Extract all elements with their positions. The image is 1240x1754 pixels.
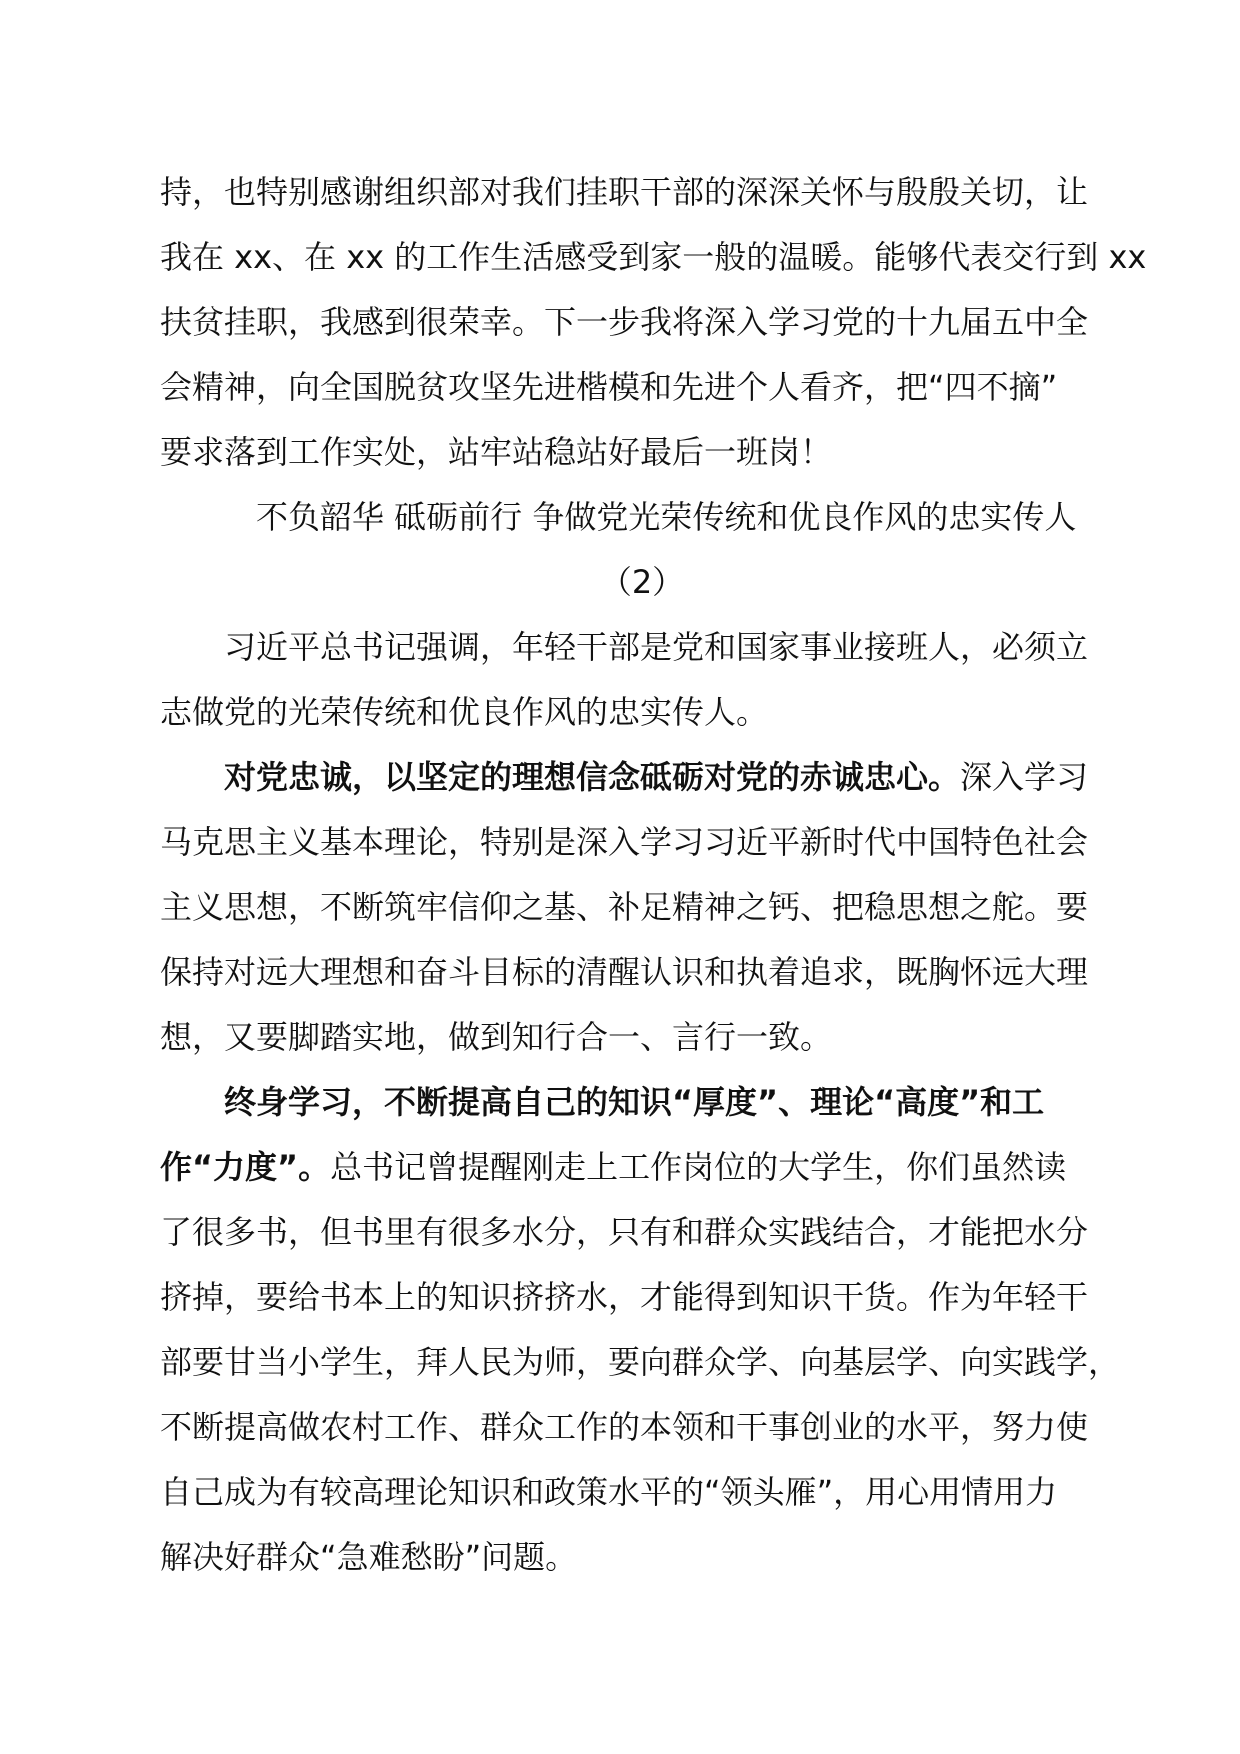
paragraph-line: 想，又要脚踏实地，做到知行合一、言行一致。 [160,1018,833,1056]
paragraph-line: 主义思想，不断筑牢信仰之基、补足精神之钙、把稳思想之舵。要 [160,888,1089,926]
article-subtitle: （2） [599,563,685,601]
paragraph-line: 志做党的光荣传统和优良作风的忠实传人。 [160,693,769,731]
paragraph-line [160,1135,1114,1200]
intro-line: 扶贫挂职，我感到很荣幸。下一步我将深入学习党的十九届五中全 [160,303,1089,341]
paragraph-line: 部要甘当小学生，拜人民为师，要向群众学、向基层学、向实践学， [160,1343,1121,1381]
section-heading: 对党忠诚，以坚定的理想信念砥砺对党的赤诚忠心。 [224,758,961,796]
paragraph-text: 深入学习 [960,758,1089,796]
intro-line: 我在 xx、在 xx 的工作生活感受到家一般的温暖。能够代表交行到 xx [160,238,1147,276]
paragraph-line: 自己成为有较高理论知识和政策水平的“领头雁”，用心用情用力 [160,1473,1058,1511]
intro-line: 要求落到工作实处，站牢站稳站好最后一班岗！ [160,433,833,471]
section-heading: 终身学习，不断提高自己的知识“厚度”、理论“高度”和工 [224,1083,1045,1121]
section-heading: 作“力度”。 [160,1148,331,1186]
paragraph-line: 了很多书，但书里有很多水分，只有和群众实践结合，才能把水分 [160,1213,1089,1251]
intro-line: 持，也特别感谢组织部对我们挂职干部的深深关怀与殷殷关切，让 [160,173,1089,211]
article-title: 不负韶华 砥砺前行 争做党光荣传统和优良作风的忠实传人 [256,498,1077,536]
paragraph-line [160,745,1114,810]
paragraph-text: 总书记曾提醒刚走上工作岗位的大学生，你们虽然读 [330,1148,1067,1186]
intro-line: 会精神，向全国脱贫攻坚先进楷模和先进个人看齐，把“四不摘” [160,368,1058,406]
paragraph-line: 不断提高做农村工作、群众工作的本领和干事创业的水平，努力使 [160,1408,1089,1446]
paragraph-line: 习近平总书记强调，年轻干部是党和国家事业接班人，必须立 [224,628,1089,666]
document-body [160,160,1147,1590]
paragraph-line: 保持对远大理想和奋斗目标的清醒认识和执着追求，既胸怀远大理 [160,953,1089,991]
paragraph-line: 马克思主义基本理论，特别是深入学习习近平新时代中国特色社会 [160,823,1089,861]
paragraph-line: 解决好群众“急难愁盼”问题。 [160,1538,578,1576]
paragraph-line: 挤掉，要给书本上的知识挤挤水，才能得到知识干货。作为年轻干 [160,1278,1089,1316]
